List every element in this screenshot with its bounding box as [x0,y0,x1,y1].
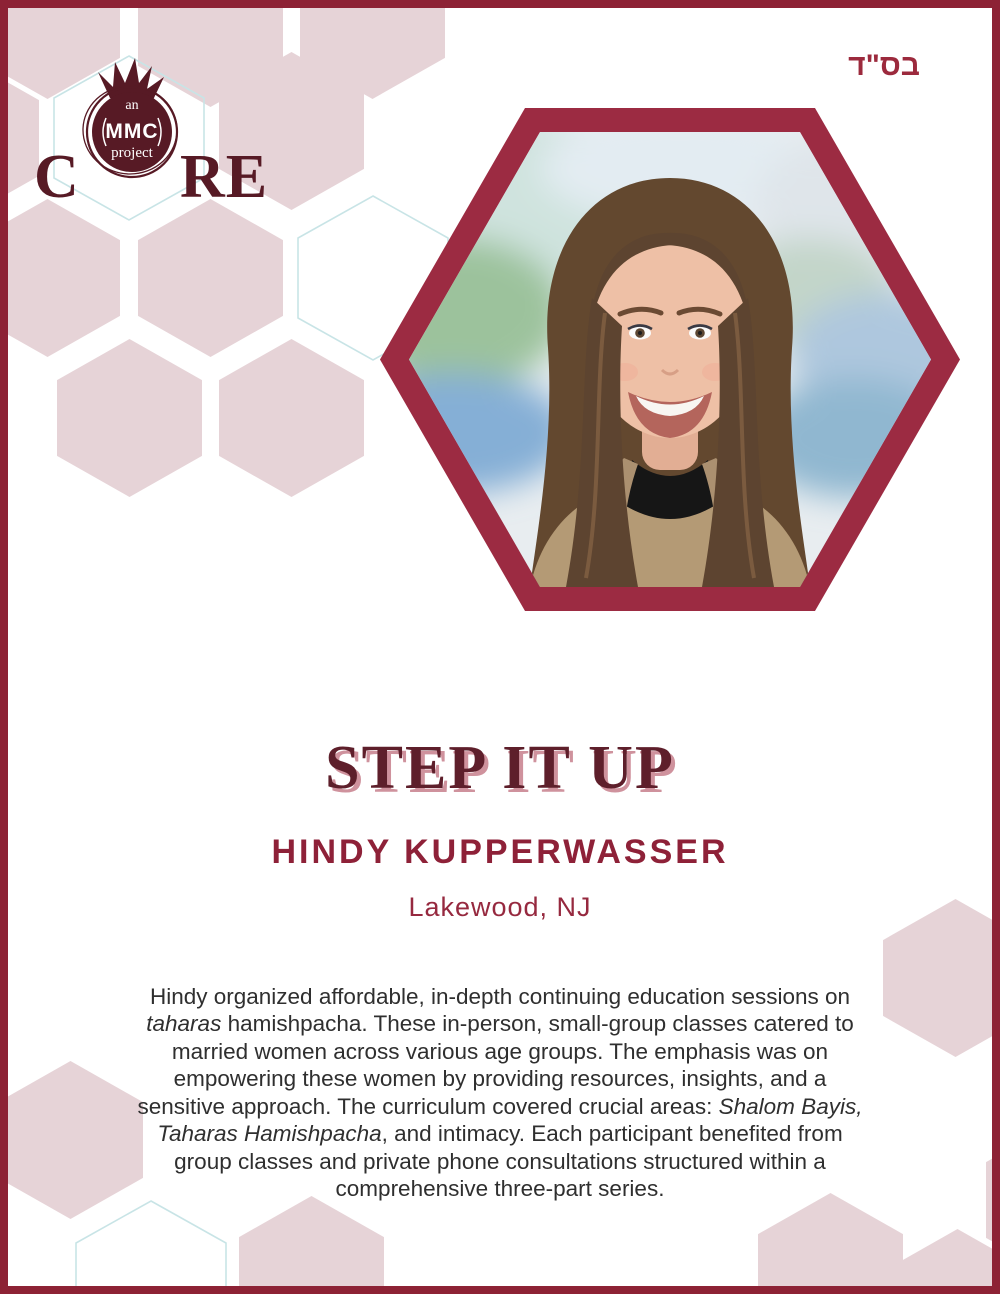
logo-letter-c: C [34,143,80,211]
hexagon-decoration [239,1196,384,1294]
logo-mmc: MMC [105,120,159,143]
bio-paragraph: Hindy organized affordable, in-depth continuing education sessions on taharas hamishpacha. These in-person, small-group classes catered to married women across various age groups. The emphasis was on empowering these women by providing resources, insights, and a sensitive approach. The curriculum covered crucial areas: Shalom Bayis, Taharas Hamishpacha, and intimacy. Each participant benefited from group classes and private phone consultations structured within a comprehensive three-part series. [137,983,863,1201]
hexagon-decoration [57,339,202,497]
hexagon-decoration [219,339,364,497]
hexagon-decoration [758,1193,903,1294]
logo-letter-re: RE [180,143,269,211]
page-title: STEP IT UP [325,734,675,802]
person-location: Lakewood, NJ [408,892,592,922]
portrait-hexagon [380,108,960,611]
portrait-photo [380,108,960,611]
logo-pomegranate-icon [78,56,188,186]
logo-project: project [111,145,153,161]
hexagon-outline-decoration [75,1200,227,1294]
hexagon-decoration [0,199,120,357]
core-logo [30,50,290,211]
hexagon-decoration [0,1061,143,1219]
hexagon-decoration [138,199,283,357]
person-name: HINDY KUPPERWASSER [271,833,729,871]
bsd-text: בס"ד [848,49,920,82]
logo-an: an [125,98,139,113]
